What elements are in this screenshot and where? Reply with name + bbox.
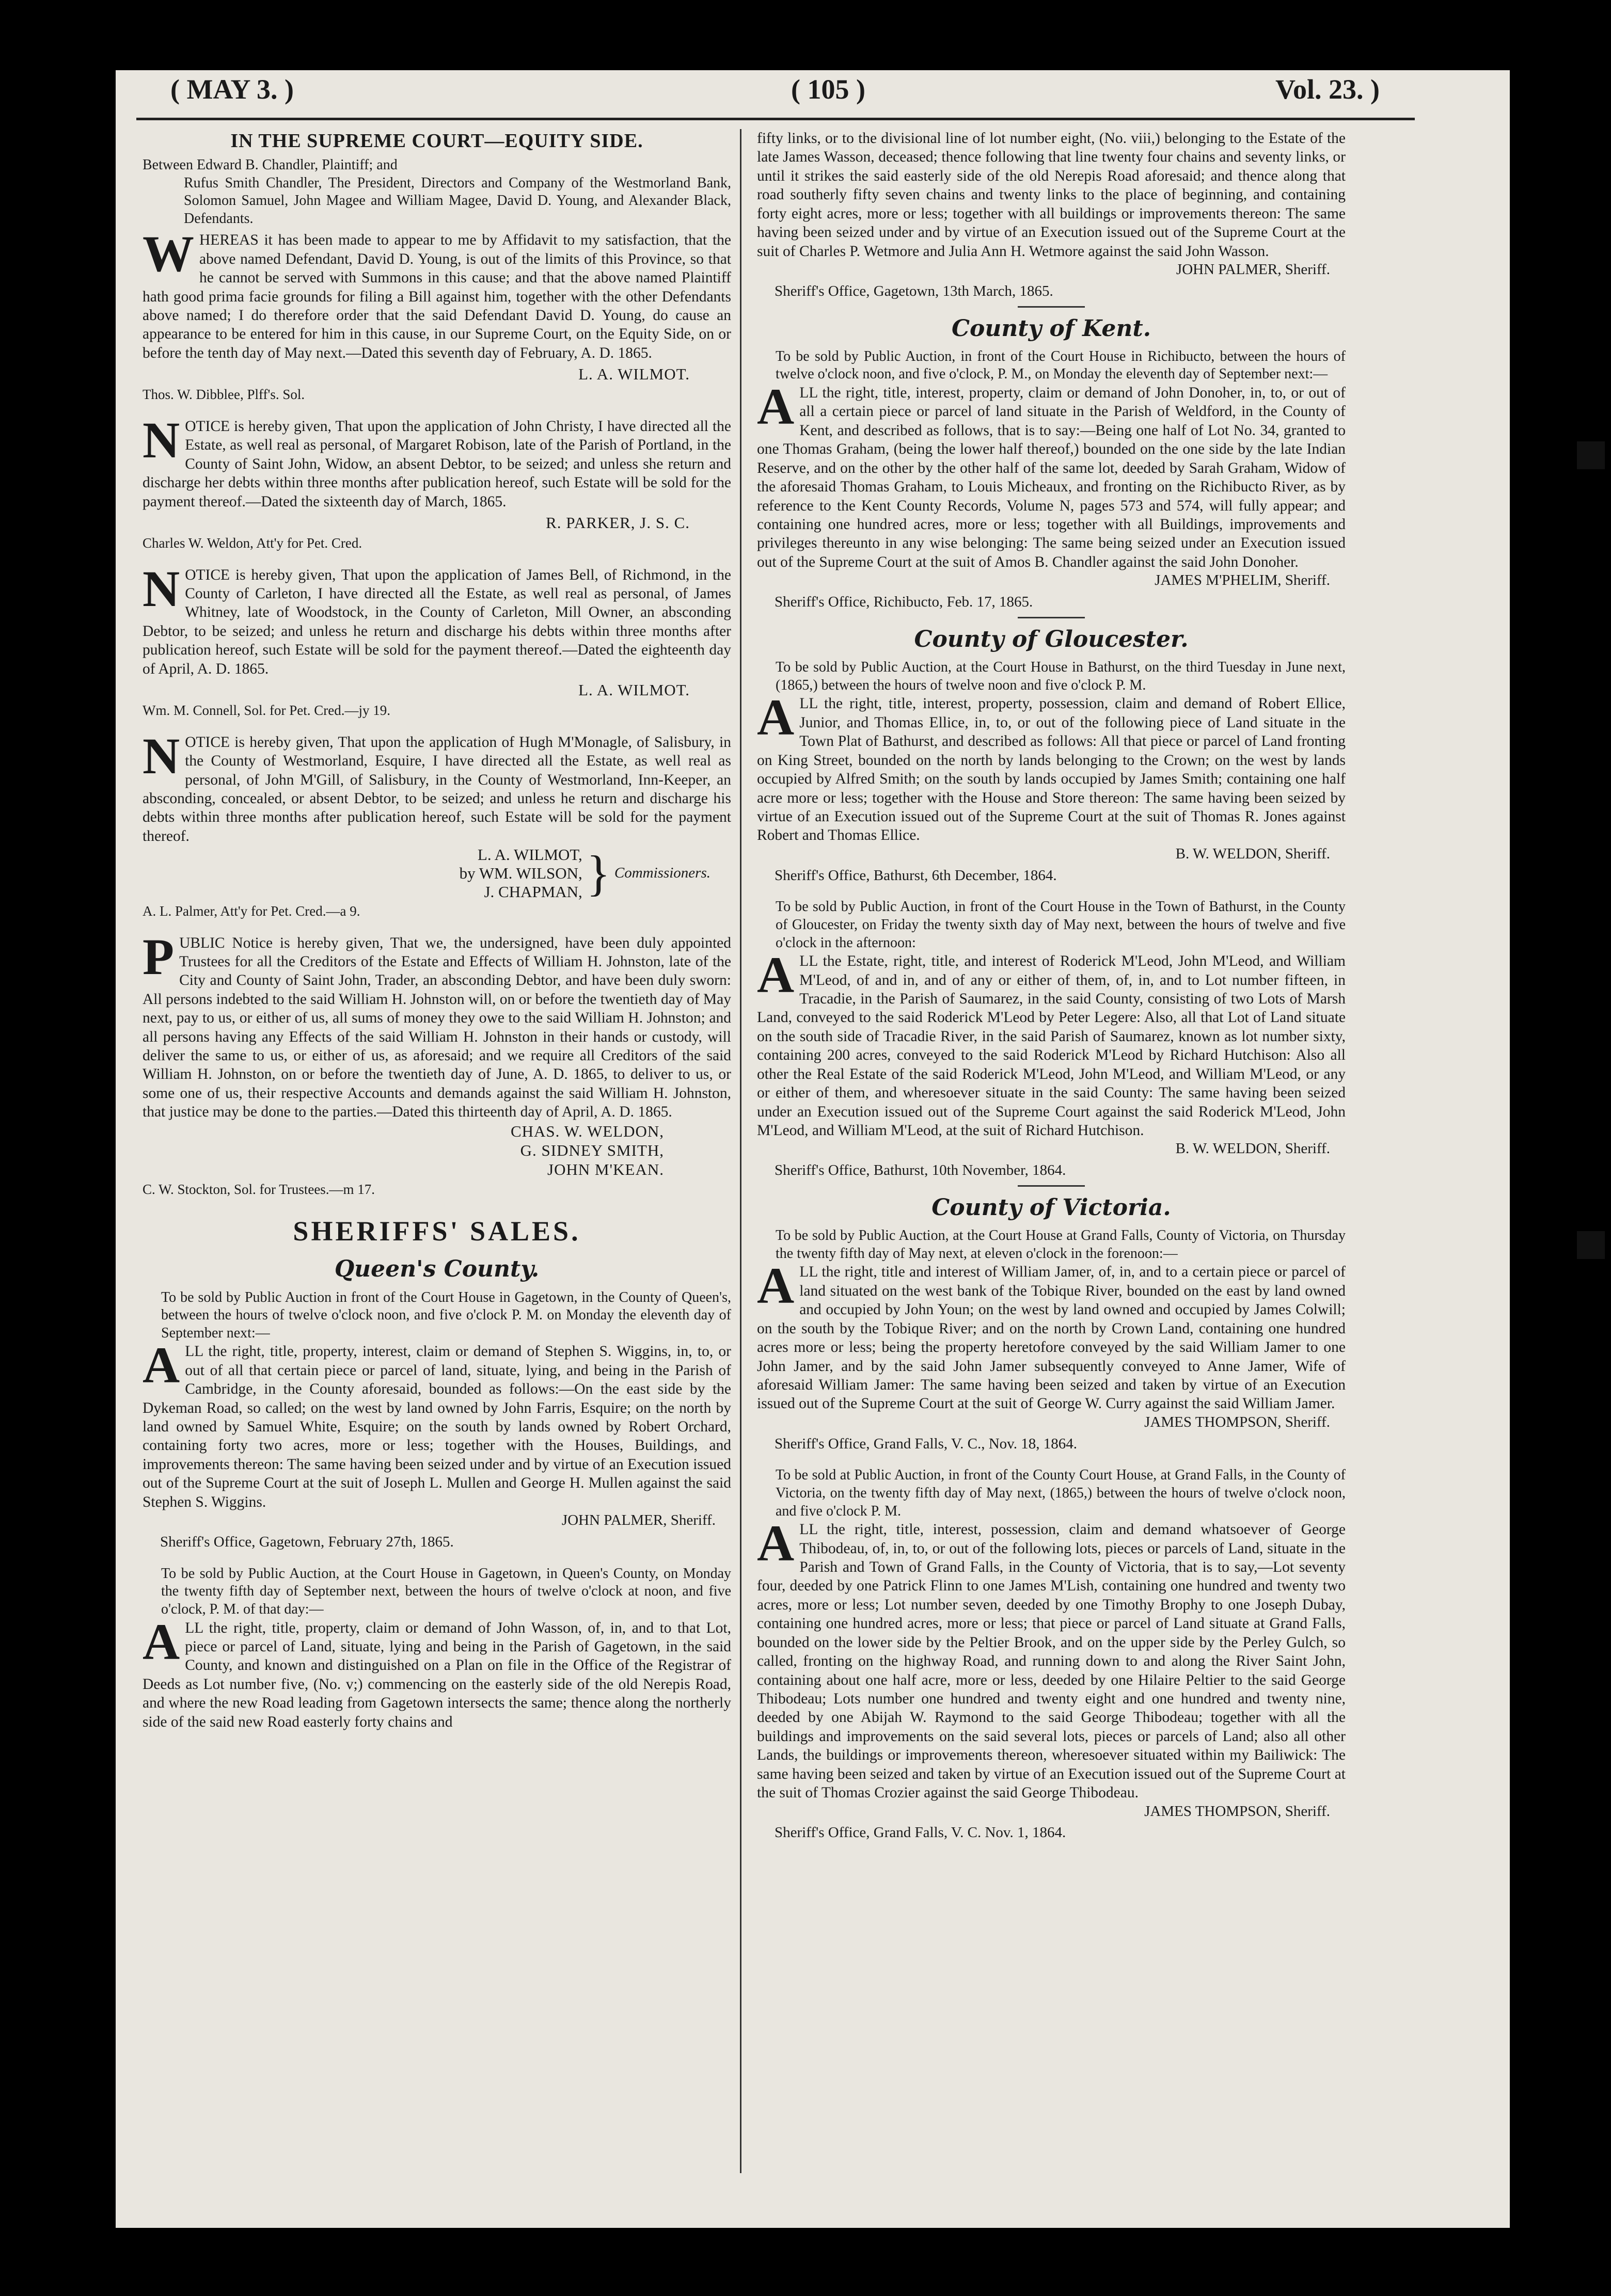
- drop-cap: A: [143, 1613, 180, 1670]
- victoria-sale-1-lead: To be sold by Public Auction, at the Court House at Grand Falls, County of Victoria, on Thursday the twenty fifth day of May next, at eleven o'clock in the forenoon:—: [776, 1227, 1346, 1262]
- drop-cap: A: [757, 1257, 795, 1315]
- supreme-solicitor: Thos. W. Dibblee, Plff's. Sol.: [143, 387, 305, 403]
- page-header: [0, 73, 1611, 109]
- queens-sale-2-lead: To be sold by Public Auction, at the Court House in Gagetown, in Queen's County, on Monday the twenty fifth day of September next, between the hours of twelve o'clock at noon, and five o'clock, P. M. of that day:—: [161, 1565, 731, 1617]
- gloucester-sale-2-body: ALL the Estate, right, title, and interest of Roderick M'Leod, John M'Leod, and William M'Leod, of and in, and of any or either of them, of, in, and to Lot number fifteen, in Tracadie, in the Parish of Saumarez, in the said County, consisting of two Lots of Marsh Land, conveyed to the said Roderick M'Leod by Peter Legere: Also, all that Lot of Land situate on the south side of Tracadie River, in the said Parish of Saumarez, known as lot number sixty, containing 200 acres, conveyed to the said Roderick M'Leod by Richard Hutchison: Also all other the Real Estate of the said Roderick M'Leod, John M'Leod, and William M'Leod, or any or either of them, and wheresoever situate in the said County: The same having been seized under an Execution issued out of the Supreme Court against the said Roderick M'Leod, John M'Leod, and William M'Leod, at the suit of Richard Hutchison.: [757, 946, 1346, 1139]
- margin-mark: [1577, 441, 1605, 469]
- supreme-court-title: IN THE SUPREME COURT—EQUITY SIDE.: [230, 130, 643, 152]
- kent-sale-lead: To be sold by Public Auction, in front of the Court House in Richibucto, between the hours of twelve o'clock noon, and five o'clock, P. M., on Monday the eleventh day of September next:—: [776, 348, 1346, 382]
- notice-monagle-attorney: A. L. Palmer, Att'y for Pet. Cred.—a 9.: [143, 903, 360, 919]
- supreme-signature: L. A. WILMOT.: [578, 365, 690, 384]
- header-volume: Vol. 23. ): [1275, 74, 1380, 105]
- public-notice-solicitor: C. W. Stockton, Sol. for Trustees.—m 17.: [143, 1182, 375, 1198]
- brace: }: [586, 845, 610, 901]
- victoria-county-heading: County of Victoria.: [931, 1194, 1171, 1221]
- notice-christy-attorney: Charles W. Weldon, Att'y for Pet. Cred.: [143, 535, 362, 551]
- victoria-sale-2-sheriff: JAMES THOMPSON, Sheriff.: [1144, 1803, 1330, 1820]
- notice-christy-signature: R. PARKER, J. S. C.: [546, 513, 690, 532]
- kent-sale-body: ALL the right, title, interest, property, claim or demand of John Donoher, in, to, or out of all a certain piece or parcel of land situate in the Parish of Weldford, in the County of Kent, and described as follows, that is to say:—Being one half of Lot No. 34, granted to one Thomas Graham, (being the lower half thereof,) bounded on the one side by the late Indian Reserve, and on the other by the other half of the same lot, deeded by Sarah Graham, Widow of the aforesaid Thomas Graham, to Louis Micheaux, and fronting on the Richibucto River, as by reference to the Kent County Records, Volume N, pages 573 and 574, will fully appear; and containing one hundred acres, more or less; together with all Buildings, improvements and privileges thereunto in any wise belonging: The same being seized under an Execution issued out of the Supreme Court at the suit of Amos B. Chandler against the said John Donoher.: [757, 378, 1346, 570]
- kent-county-heading: County of Kent.: [951, 315, 1151, 342]
- queens-sale-1-sheriff: JOHN PALMER, Sheriff.: [561, 1512, 716, 1529]
- queens-sale-2-office: Sheriff's Office, Gagetown, 13th March, 1865.: [775, 282, 1053, 299]
- drop-cap: A: [757, 378, 795, 436]
- queens-sale-1-lead: To be sold by Public Auction in front of the Court House in Gagetown, in the County of Queen's, between the hours of twelve o'clock noon, and five o'clock P. M. on Monday the eleventh day of September next:—: [161, 1289, 731, 1341]
- kent-sale-sheriff: JAMES M'PHELIM, Sheriff.: [1155, 572, 1330, 589]
- drop-cap: A: [757, 689, 795, 746]
- victoria-sale-2-lead: To be sold at Public Auction, in front of the County Court House, at Grand Falls, in the County of Victoria, on the twenty fifth day of May next, (1865,) between the hours of twelve o'clock noon, and five o'clock P. M.: [776, 1467, 1346, 1519]
- left-column: [143, 129, 731, 1731]
- drop-cap: N: [143, 560, 180, 617]
- gloucester-sale-2-sheriff: B. W. WELDON, Sheriff.: [1175, 1140, 1330, 1157]
- queens-sale-1-body: ALL the right, title, property, interest, claim or demand of Stephen S. Wiggins, in, to, or out of all that certain piece or parcel of land, situate, lying, and being in the Parish of Cambridge, in the County aforesaid, bounded as follows:—On the east side by the Dykeman Road, so called; on the west by land owned by John Farris, Esquire; on the north by land owned by Samuel White, Esquire; on the south by lands owned by Robert Orchard, containing forty two acres, more or less; together with the Houses, Buildings, and improvements thereon: The same having been seized under and by virtue of an Execution issued out of the Supreme Court at the suit of Joseph L. Mullen and George H. Mullen against the said Stephen S. Wiggins.: [143, 1336, 731, 1510]
- supreme-body: WHEREAS it has been made to appear to me by Affidavit to my satisfaction, that the above named Defendant, David D. Young, is out of the limits of this Province, so that he cannot be served with Summons in this cause; and that the above named Plaintiff hath good prima facie grounds for filing a Bill against him, together with the other Defendants above named; I do therefore order that the said Defendant David D. Young, do cause an appearance to be entered for him in this cause, in our Supreme Court, on the Equity Side, on or before the tenth day of May next.—Dated this seventh day of February, A. D. 1865.: [143, 225, 731, 361]
- right-column: [757, 129, 1346, 1856]
- drop-cap: N: [143, 411, 180, 469]
- notice-monagle-body: NOTICE is hereby given, That upon the application of Hugh M'Monagle, of Salisbury, in the County of Westmorland, Esquire, I have directed all the Estate, as well real as personal, of John M'Gill, of Salisbury, in the County of Westmorland, Inn-Keeper, an absconding, concealed, or absent Debtor, to be seized; and unless he return and discharge his debts within three months after publication hereof, such Estate will be sold for the payment thereof.: [143, 727, 731, 844]
- notice-christy-body: NOTICE is hereby given, That upon the application of John Christy, I have directed all the Estate, as well real as personal, of Margaret Robison, late of the Parish of Portland, in the County of Saint John, Widow, an absent Debtor, to be seized; and unless she return and discharge her debts within three months after publication hereof, such Estate will be sold for the payment thereof.—Dated the sixteenth day of March, 1865.: [143, 411, 731, 510]
- victoria-sale-2-body: ALL the right, title, interest, possession, claim and demand whatsoever of George Thibodeau, of, in, to, or out of the following lots, pieces or parcels of Land, situate in the Parish and Town of Grand Falls, in the County of Victoria, that is to say,—Lot seventy four, deeded by one Patrick Flinn to one James M'Lish, containing one hundred and twenty two acres, more or less; Lot number seven, deeded by one Timothy Brophy to one Joseph Dubay, containing one hundred acres, more or less; that piece or parcel of Land situate at Grand Falls, bounded on the lower side by the Peltier Brook, and on the upper side by the Perley Gulch, so called, fronting on the highway Road, and running down to and along the River Saint John, containing about one half acre, more or less, deeded by one Hilaire Peltier to the said George Thibodeau; Lots number one hundred and twenty eight and one hundred and twenty nine, deeded by one Abijah W. Raymond to the said George Thibodeau; together with all the buildings and improvements on the said several lots, pieces or parcels of Land; also all other Lands, the buildings or improvements thereon, wheresoever situated within my Bailiwick: The same having been seized and taken by virtue of an Execution issued out of the Supreme Court at the suit of Thomas Crozier against the said George Thibodeau.: [757, 1514, 1346, 1801]
- notice-bell-signature: L. A. WILMOT.: [578, 681, 690, 699]
- queens-sale-2-body: ALL the right, title, property, claim or demand of John Wasson, of, in, and to that Lot, piece or parcel of Land, situate, lying and being in the Parish of Gagetown, in the said County, and known and distinguished on a Plan on file in the Office of the Registrar of Deeds as Lot number five, (No. v;) commencing on the easterly side of the old Nerepis Road, and where the new Road leading from Gagetown intersects the same; thence along the northerly side of the said new Road easterly forty chains and: [143, 1613, 731, 1730]
- margin-mark: [1577, 1231, 1605, 1259]
- queens-sale-2-continued: fifty links, or to the divisional line of lot number eight, (No. viii,) belonging to the Estate of the late James Wasson, deceased; thence following that line twenty four chains and seventy links, or until it strikes the said easterly side of the old Nerepis Road aforesaid; and thence along that road southerly fifty seven chains and twenty links to the place of beginning, and containing forty eight acres, more or less; together with all buildings or improvements thereon: The same having been seized under and by virtue of an Execution issued out of the Supreme Court at the suit of Charles P. Wetmore and Julia Ann H. Wetmore against the said John Wasson.: [757, 130, 1346, 260]
- drop-cap: W: [143, 225, 194, 283]
- queens-county-heading: Queen's County.: [334, 1256, 540, 1283]
- kent-sale-office: Sheriff's Office, Richibucto, Feb. 17, 1865.: [775, 594, 1033, 611]
- public-notice-body: PUBLIC Notice is hereby given, That we, the undersigned, have been duly appointed Trustees for all the Creditors of the Estate and Effects of William H. Johnston, late of the City and County of Saint John, Trader, an absconding Debtor, and have been duly sworn: All persons indebted to the said William H. Johnston will, on or before the twentieth day of May next, pay to us, or either of us, all sums of money they owe to the said William H. Johnston; and all persons having any Effects of the said William H. Johnston in their hands or custody, will deliver the same to us, or either of us, as aforesaid; and we require all Creditors of the said William H. Johnston, on or before the twentieth day of June, A. D. 1865, to deliver to us, or some one of us, their respective Accounts and demands against the said William H. Johnston, that justice may be done to the parties.—Dated this thirteenth day of April, A. D. 1865.: [143, 928, 731, 1121]
- queens-sale-2-sheriff: JOHN PALMER, Sheriff.: [1176, 261, 1330, 278]
- drop-cap: A: [143, 1336, 180, 1394]
- gloucester-county-heading: County of Gloucester.: [914, 626, 1189, 652]
- trustees-signature: CHAS. W. WELDON, G. SIDNEY SMITH, JOHN M'KEAN.: [510, 1122, 664, 1179]
- notice-bell-solicitor: Wm. M. Connell, Sol. for Pet. Cred.—jy 19.: [143, 703, 390, 719]
- gloucester-sale-1-lead: To be sold by Public Auction, at the Court House in Bathurst, on the third Tuesday in June next, (1865,) between the hours of twelve noon and five o'clock P. M.: [776, 659, 1346, 693]
- drop-cap: N: [143, 727, 180, 785]
- gloucester-sale-1-sheriff: B. W. WELDON, Sheriff.: [1175, 845, 1330, 862]
- victoria-sale-1-body: ALL the right, title and interest of William Jamer, of, in, and to a certain piece or parcel of land situated on the west bank of the Tobique River, bounded on the east by land owned and occupied by John Youn; on the west by land owned and occupied by James Colwill; on the south by the Tobique River; and on the north by Crown Land, containing one hundred acres more or less; being the property heretofore conveyed by the said William Jamer to one John Jamer, and by the said John Jamer subsequently conveyed to Anne Jamer, Wife of aforesaid William Jamer: The same having been seized and taken by virtue of an Execution issued out of the Supreme Court at the suit of George W. Curry against the said William Jamer.: [757, 1257, 1346, 1412]
- gloucester-sale-2-lead: To be sold by Public Auction, in front of the Court House in the Town of Bathurst, in the County of Gloucester, on Friday the twenty sixth day of May next, between the hours of twelve and five o'clock in the afternoon:: [776, 899, 1346, 951]
- gloucester-sale-1-body: ALL the right, title, interest, property, possession, claim and demand of Robert Ellice, Junior, and Thomas Ellice, in, to, or out of the following piece of Land situate in the Town Plat of Bathurst, and described as follows: All that piece or parcel of Land fronting on King Street, bounded on the north by lands belonging to the Crown; on the west by lands occupied by Alfred Smith; on the south by lands occupied by James Smith; containing one half acre more or less; together with the House and Store thereon: The same having been seized by virtue of an Execution issued out of the Supreme Court at the suit of Thomas R. Jones against Robert and Thomas Ellice.: [757, 689, 1346, 844]
- notice-bell-body: NOTICE is hereby given, That upon the application of James Bell, of Richmond, in the County of Carleton, I have directed all the Estate, as well real as personal, of James Whitney, late of Woodstock, in the County of Carleton, Mill Owner, an absconding Debtor, to be seized; and unless he return and discharge his debts within three months after publication hereof, such Estate will be sold for the payment thereof.—Dated the eighteenth day of April, A. D. 1865.: [143, 560, 731, 677]
- gloucester-sale-1-office: Sheriff's Office, Bathurst, 6th December, 1864.: [775, 867, 1057, 884]
- drop-cap: A: [757, 1514, 795, 1572]
- sheriffs-sales-heading: SHERIFFS' SALES.: [293, 1215, 581, 1247]
- section-rule: [1018, 617, 1085, 618]
- supreme-parties: Rufus Smith Chandler, The President, Directors and Company of the Westmorland Bank, Solomon Samuel, John Magee and William Magee, David D. Young, and Alexander Black, Defendants.: [184, 174, 731, 227]
- section-rule: [1018, 306, 1085, 308]
- header-date: ( MAY 3. ): [170, 74, 294, 105]
- header-page-number: ( 105 ): [791, 74, 865, 105]
- column-divider: [740, 129, 741, 2173]
- victoria-sale-1-office: Sheriff's Office, Grand Falls, V. C., Nov. 18, 1864.: [775, 1435, 1078, 1452]
- drop-cap: A: [757, 946, 795, 1004]
- victoria-sale-2-office: Sheriff's Office, Grand Falls, V. C. Nov. 1, 1864.: [775, 1824, 1066, 1841]
- queens-sale-1-office: Sheriff's Office, Gagetown, February 27th, 1865.: [160, 1533, 454, 1550]
- drop-cap: P: [143, 928, 175, 985]
- supreme-between: Between Edward B. Chandler, Plaintiff; and: [143, 156, 398, 173]
- commissioners-signature: L. A. WILMOT, by WM. WILSON, J. CHAPMAN, } Commissioners.: [459, 845, 710, 901]
- gloucester-sale-2-office: Sheriff's Office, Bathurst, 10th November, 1864.: [775, 1162, 1066, 1179]
- section-rule: [1018, 1185, 1085, 1187]
- header-rule: [136, 118, 1415, 120]
- victoria-sale-1-sheriff: JAMES THOMPSON, Sheriff.: [1144, 1413, 1330, 1430]
